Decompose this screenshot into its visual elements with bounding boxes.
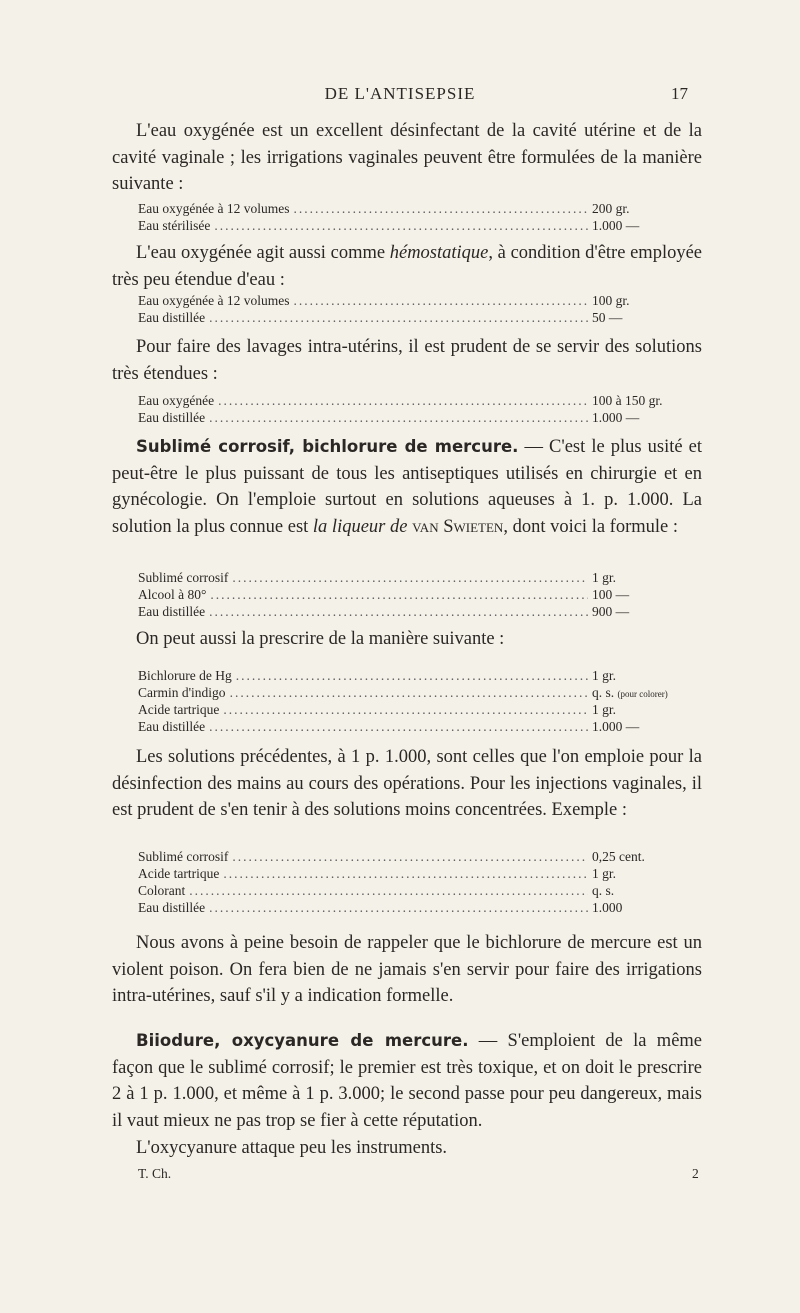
paragraph-6: Nous avons à peine besoin de rappeler que le bichlorure de mercure est un violent poison. On fera bien de ne jamais s'en servir pour faire des irrigations intra-utérines, sauf s'il y a indication formelle.	[112, 933, 702, 1006]
recipe-5	[138, 667, 684, 735]
page-number: 17	[671, 84, 688, 103]
paragraph-5: Les solutions précédentes, à 1 p. 1.000, sont celles que l'on emploie pour la désinfection des mains au cours des opérations. Pour les injections vaginales, il est prudent de s'en tenir à des solutions moins concentrées. Exemple :	[112, 747, 702, 820]
section-sublime: Sublimé corrosif, bichlorure de mercure. — C'est le plus usité et peut-être le plus puissant de tous les antiseptiques utilisés en chirurgie et en gynécologie. On l'emploie surtout en solutions aqueuses à 1. p. 1.000. La solution la plus connue est la liqueur de van Swieten, dont voici la formule :	[112, 437, 702, 537]
ingredient: Eau distillée	[138, 900, 206, 915]
recipe-row	[138, 667, 684, 684]
recipe-row	[138, 217, 684, 234]
quantity: 1.000 —	[592, 218, 640, 233]
recipe-row	[138, 865, 684, 882]
paragraph-7: L'oxycyanure attaque peu les instruments.	[136, 1138, 448, 1158]
ingredient: Eau distillée	[138, 604, 206, 619]
recipe-row	[138, 899, 684, 916]
recipe-row	[138, 200, 684, 217]
ingredient: Eau oxygénée	[138, 393, 215, 408]
sheet-number: 2	[692, 1166, 699, 1181]
recipe-row	[138, 603, 684, 620]
ingredient: Colorant	[138, 883, 186, 898]
recipe-3	[138, 392, 684, 426]
ingredient: Eau stérilisée	[138, 218, 211, 233]
quantity: 100 à 150 gr.	[592, 393, 663, 408]
recipe-row	[138, 718, 684, 735]
ingredient: Eau oxygénée à 12 volumes	[138, 293, 290, 308]
recipe-row	[138, 409, 684, 426]
recipe-2	[138, 292, 684, 326]
quantity: 1.000	[592, 900, 623, 915]
quantity: 50 —	[592, 310, 623, 325]
signature-mark: T. Ch.	[138, 1166, 172, 1181]
section-heading: Sublimé corrosif, bichlorure de mercure.	[136, 437, 519, 456]
running-title: DE L'ANTISEPSIE	[324, 84, 476, 103]
recipe-row	[138, 848, 684, 865]
paragraph-3: Pour faire des lavages intra-utérins, il est prudent de se servir des solutions très étendues :	[112, 337, 702, 384]
quantity: 100 —	[592, 587, 630, 602]
ingredient: Eau distillée	[138, 410, 206, 425]
quantity: 1 gr.	[592, 668, 617, 683]
quantity: 1.000 —	[592, 410, 640, 425]
ingredient: Acide tartrique	[138, 702, 220, 717]
recipe-6	[138, 848, 684, 916]
ingredient: Eau distillée	[138, 310, 206, 325]
recipe-row	[138, 586, 684, 603]
ingredient: Eau oxygénée à 12 volumes	[138, 201, 290, 216]
quantity-note: (pour colorer)	[617, 689, 668, 699]
recipe-row	[138, 309, 684, 326]
quantity: 1.000 —	[592, 719, 640, 734]
section-heading: Biiodure, oxycyanure de mercure.	[136, 1031, 469, 1050]
quantity: q. s.	[592, 883, 615, 898]
ingredient: Acide tartrique	[138, 866, 220, 881]
paragraph-2: L'eau oxygénée agit aussi comme hémostatique, à condition d'être employée très peu étendue d'eau :	[112, 243, 703, 290]
ingredient: Bichlorure de Hg	[138, 668, 232, 683]
recipe-4	[138, 569, 684, 620]
quantity: 100 gr.	[592, 293, 630, 308]
paragraph-4: On peut aussi la prescrire de la manière suivante :	[136, 629, 505, 649]
recipe-1	[138, 200, 684, 234]
quantity: 900 —	[592, 604, 630, 619]
recipe-row	[138, 392, 684, 409]
ingredient: Carmin d'indigo	[138, 685, 226, 700]
quantity: 1 gr.	[592, 570, 617, 585]
ingredient: Alcool à 80°	[138, 587, 207, 602]
quantity: 1 gr.	[592, 702, 617, 717]
section-biiodure: Biiodure, oxycyanure de mercure. — S'emploient de la même façon que le sublimé corrosif; le premier est très toxique, et on doit le prescrire 2 à 1 p. 1.000, et même à 1 p. 3.000; le second passe pour peu dangereux, mais il vaut mieux ne pas trop se fier à cette réputation.	[112, 1031, 703, 1131]
recipe-row	[138, 684, 684, 701]
ingredient: Sublimé corrosif	[138, 849, 229, 864]
quantity: 0,25 cent.	[592, 849, 645, 864]
ingredient: Eau distillée	[138, 719, 206, 734]
quantity: 200 gr.	[592, 201, 630, 216]
quantity: q. s. (pour colorer)	[592, 685, 668, 700]
paragraph-1: L'eau oxygénée est un excellent désinfectant de la cavité utérine et de la cavité vaginale ; les irrigations vaginales peuvent être formulées de la manière suivante :	[112, 121, 702, 194]
recipe-row	[138, 701, 684, 718]
recipe-row	[138, 292, 684, 309]
recipe-row	[138, 882, 684, 899]
recipe-row	[138, 569, 684, 586]
ingredient: Sublimé corrosif	[138, 570, 229, 585]
quantity: 1 gr.	[592, 866, 617, 881]
